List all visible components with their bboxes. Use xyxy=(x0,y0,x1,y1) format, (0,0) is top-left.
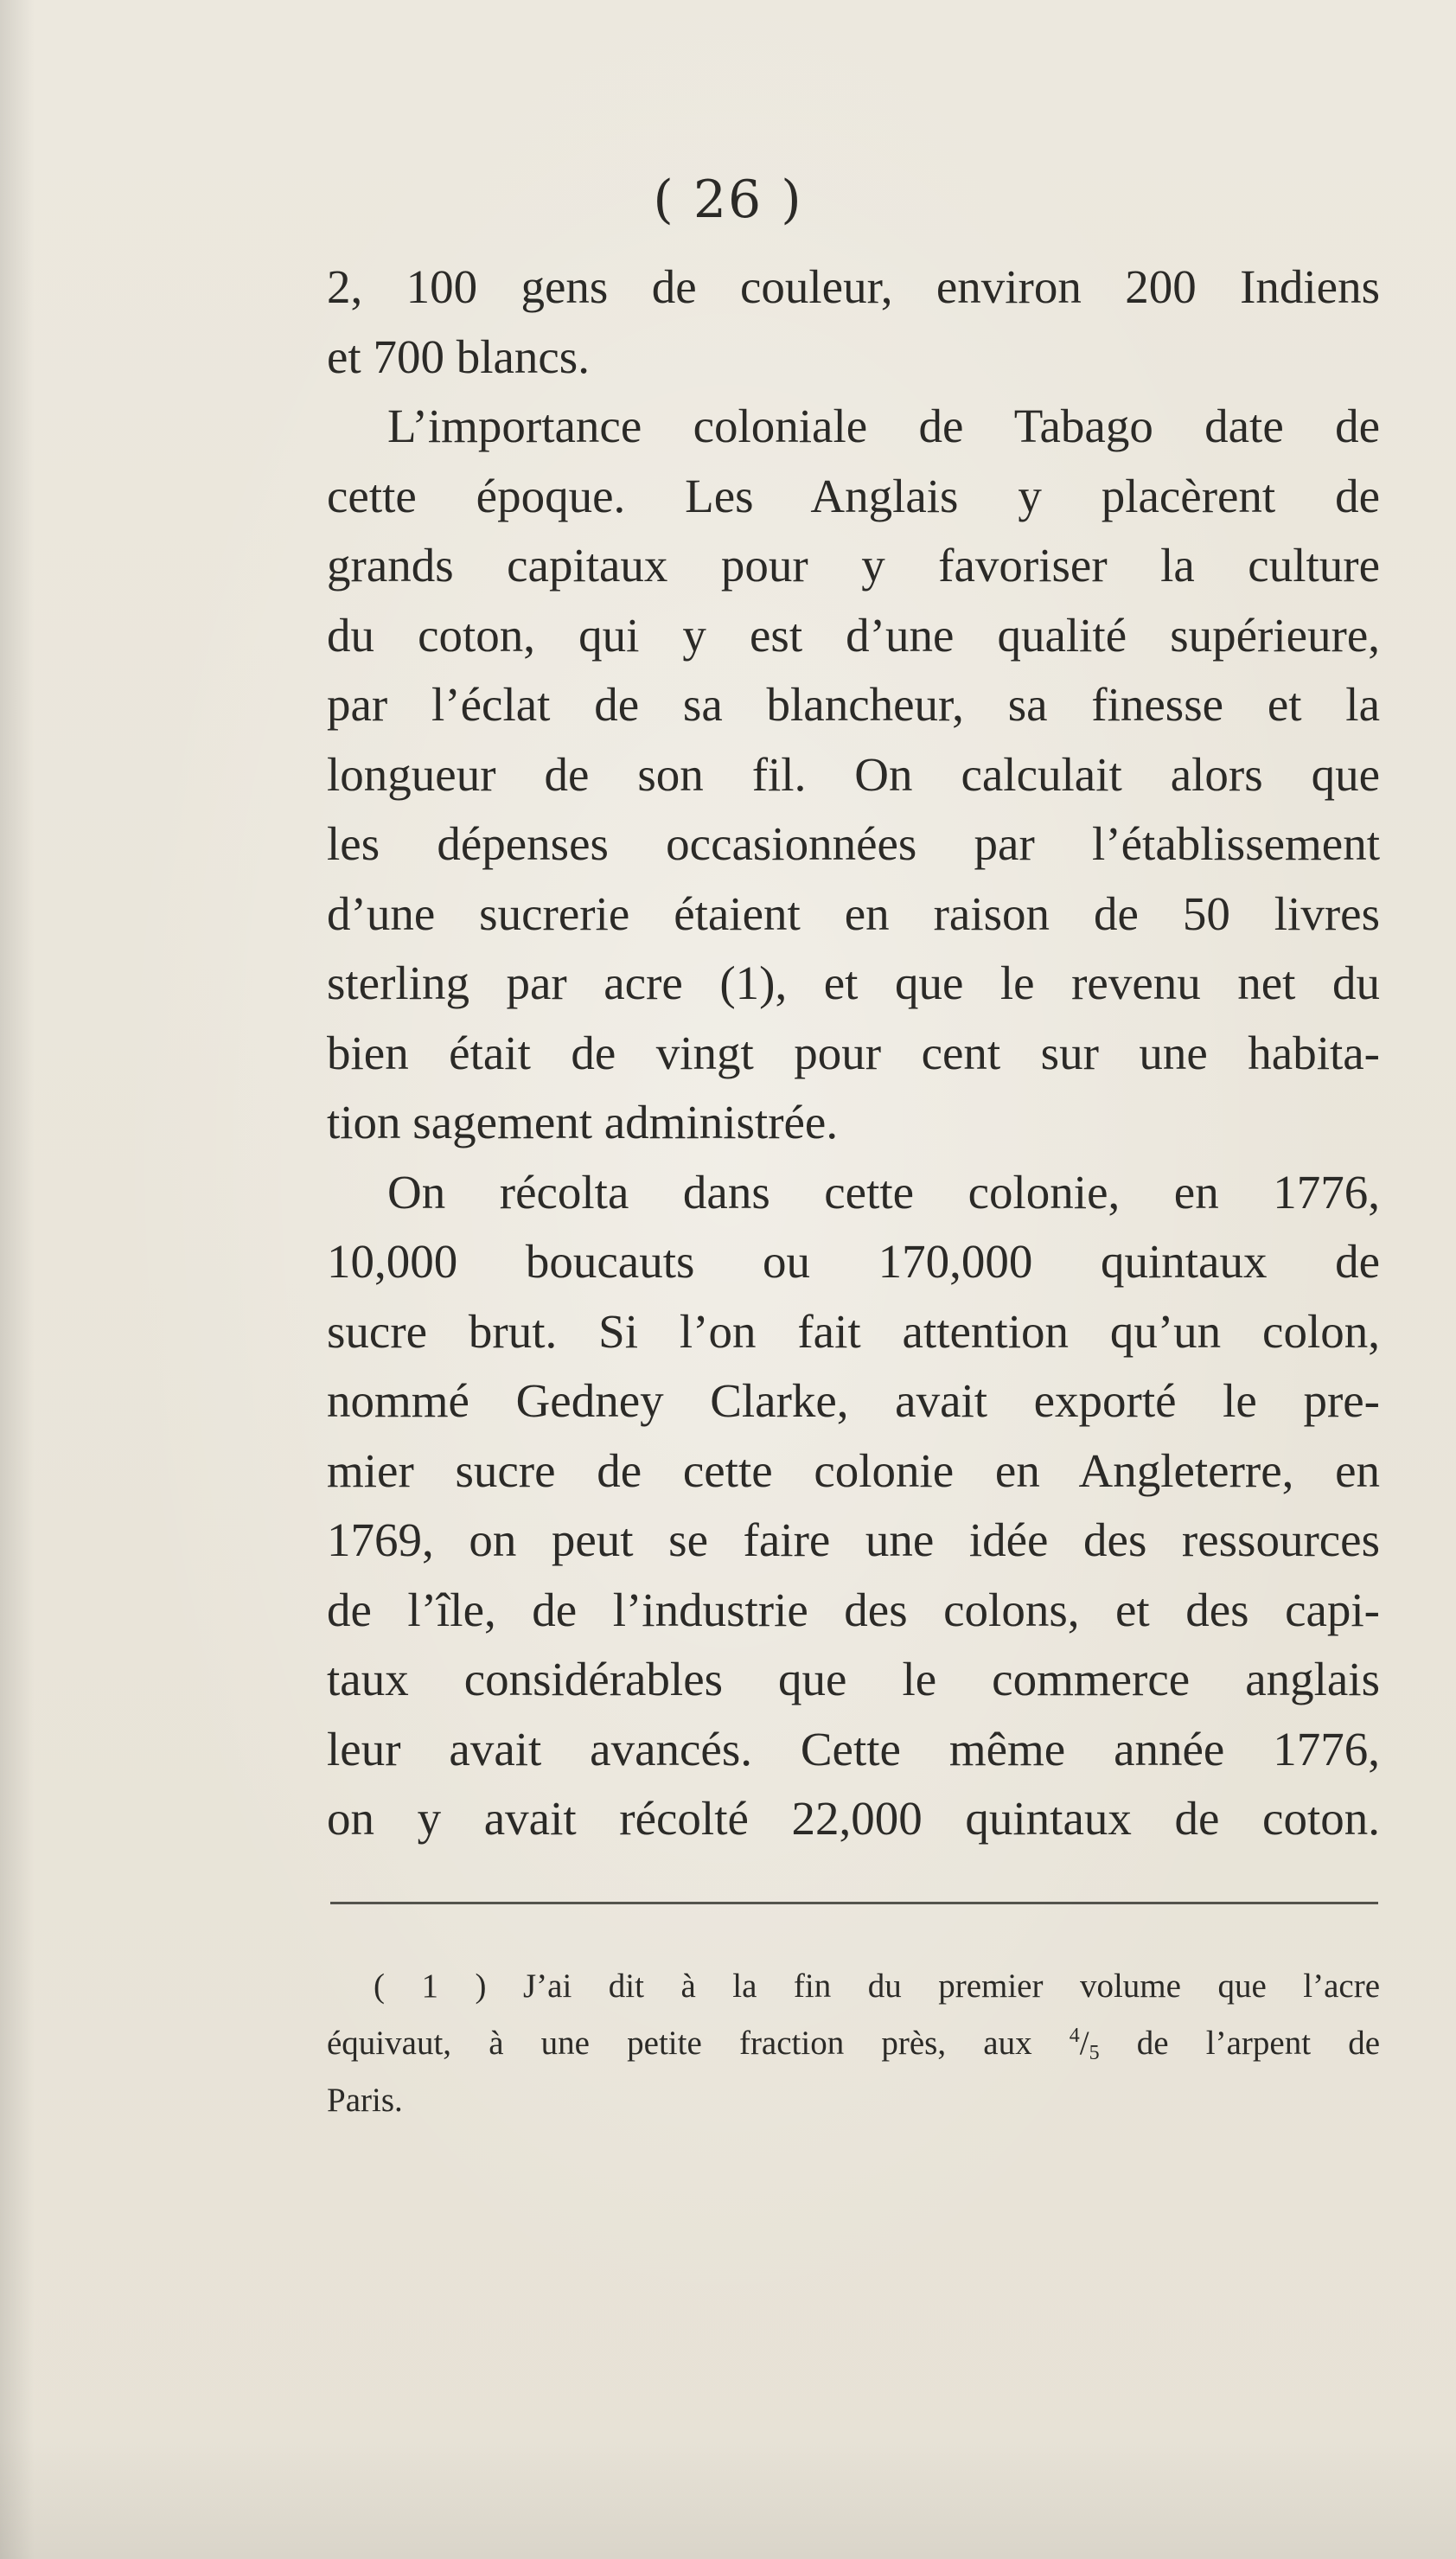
footnote-text: équivaut, à une petite fraction près, aux xyxy=(327,2025,1032,2062)
footnote-line xyxy=(327,2015,1380,2072)
footnote-line: Paris. xyxy=(327,2082,403,2119)
page-shadow-left xyxy=(0,0,35,2559)
text-line: par l’éclat de sa blancheur, sa finesse et la xyxy=(327,678,1380,731)
text-line: d’une sucrerie étaient en raison de 50 livres xyxy=(327,886,1380,940)
page-shadow-bottom xyxy=(0,2438,1456,2559)
footnote-text: de l’arpent de xyxy=(1136,2025,1381,2062)
text-line: tion sagement administrée. xyxy=(327,1096,839,1148)
text-line: et 700 blancs. xyxy=(327,329,590,383)
text-line: longueur de son fil. On calculait alors que xyxy=(327,747,1380,801)
text-line: taux considérables que le commerce anglais xyxy=(327,1653,1380,1705)
text-line: 10,000 boucauts ou 170,000 quintaux de xyxy=(327,1235,1380,1288)
fraction-numerator: 4 xyxy=(1069,2025,1080,2047)
fraction-denominator: 5 xyxy=(1089,2042,1100,2064)
main-text xyxy=(327,253,1380,1854)
text-line: sucre brut. Si l’on fait attention qu’un colon, xyxy=(327,1304,1380,1358)
text-line: du coton, qui y est d’une qualité supérieure, xyxy=(327,608,1380,662)
text-line: nommé Gedney Clarke, avait exporté le pre- xyxy=(327,1374,1380,1427)
text-line: leur avait avancés. Cette même année 1776, xyxy=(327,1722,1380,1775)
text-line: on y avait récolté 22,000 quintaux de coton. xyxy=(327,1792,1380,1845)
footnote-separator-rule xyxy=(330,1902,1378,1904)
footnote xyxy=(327,1958,1380,2129)
text-line: mier sucre de cette colonie en Angleterre, en xyxy=(327,1443,1380,1497)
text-line: de l’île, de l’industrie des colons, et des capi- xyxy=(327,1583,1380,1636)
text-line: bien était de vingt pour cent sur une habita- xyxy=(327,1026,1380,1079)
text-line: les dépenses occasionnées par l’établissement xyxy=(327,817,1380,870)
text-line: L’importance coloniale de Tabago date de xyxy=(387,400,1380,452)
text-line: 1769, on peut se faire une idée des ressources xyxy=(327,1513,1380,1566)
footnote-line: ( 1 ) J’ai dit à la fin du premier volume que l’acre xyxy=(374,1967,1380,2005)
text-line: grands capitaux pour y favoriser la culture xyxy=(327,539,1380,592)
text-line: sterling par acre (1), et que le revenu net du xyxy=(327,956,1380,1009)
text-line: On récolta dans cette colonie, en 1776, xyxy=(387,1165,1380,1219)
text-line: 2, 100 gens de couleur, environ 200 Indiens xyxy=(327,260,1380,313)
text-line: cette époque. Les Anglais y placèrent de xyxy=(327,469,1380,522)
fraction: $^4/_5$ xyxy=(1069,2025,1100,2064)
page-number: ( 26 ) xyxy=(653,170,803,230)
